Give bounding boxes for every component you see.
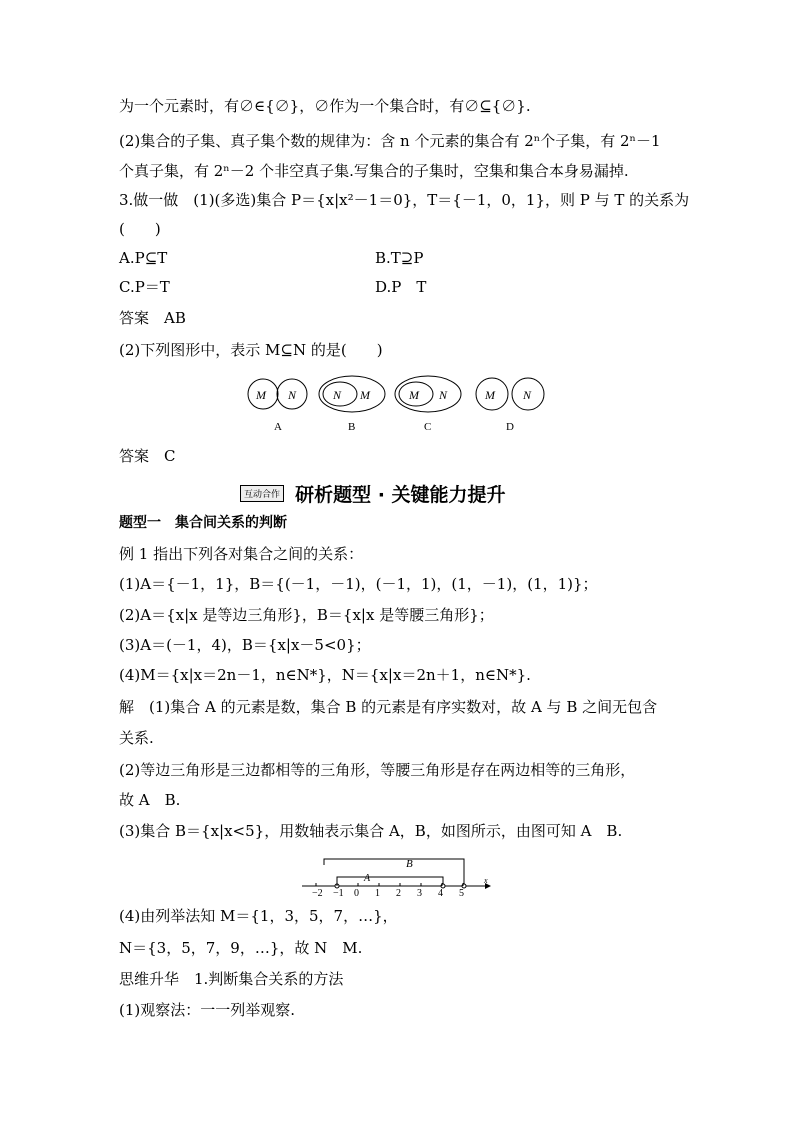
venn-option-b	[319, 376, 385, 433]
axis-tick-label: −1	[333, 888, 344, 897]
text-line-1: 为一个元素时，有∅∈{∅}，∅作为一个集合时，有∅⊆{∅}.	[119, 97, 531, 115]
solution-line-4: 故 A B.	[119, 791, 181, 809]
text-line-2: (2)集合的子集、真子集个数的规律为：含 n 个元素的集合有 2ⁿ个子集，有 2ⁿ－1	[119, 132, 661, 150]
option-b: B.T⊇P	[375, 249, 424, 267]
solution-line-7: N＝{3，5，7，9，…}，故 N M.	[119, 939, 363, 957]
svg-text:A: A	[274, 421, 282, 433]
practice-question-2: (2)下列图形中，表示 M⊆N 的是( )	[119, 341, 383, 359]
axis-tick-label: 0	[354, 888, 359, 897]
axis-tick-label: 3	[417, 888, 422, 897]
answer-1: 答案 AB	[119, 309, 186, 327]
svg-text:N: N	[439, 388, 448, 402]
answer-2: 答案 C	[119, 447, 176, 465]
example-1-part-2: (2)A＝{x|x 是等边三角形}，B＝{x|x 是等腰三角形}；	[119, 606, 494, 624]
venn-option-c	[395, 376, 461, 433]
option-d: D.P T	[375, 278, 427, 296]
venn-diagrams	[0, 370, 793, 440]
svg-text:M: M	[409, 388, 419, 402]
summary-line-1: (1)观察法：一一列举观察.	[119, 1001, 296, 1019]
svg-text:M: M	[485, 388, 495, 402]
text-line-3: 个真子集，有 2ⁿ－2 个非空真子集.写集合的子集时，空集和集合本身易漏掉.	[119, 162, 629, 180]
set-a-label: A	[364, 873, 371, 884]
option-c: C.P＝T	[119, 278, 170, 296]
venn-option-d	[476, 378, 544, 433]
section-header	[240, 480, 506, 504]
example-1-part-1: (1)A＝{－1，1}，B＝{(－1，－1)，(－1，1)，(1，－1)，(1，1)}；	[119, 575, 598, 593]
axis-tick-label: 4	[438, 888, 443, 897]
set-b-label: B	[406, 858, 413, 870]
svg-text:B: B	[348, 421, 356, 433]
axis-tick-label: 2	[396, 888, 401, 897]
svg-text:D: D	[506, 421, 514, 433]
number-line	[300, 853, 500, 897]
axis-tick-label: 5	[459, 888, 464, 897]
example-1-prompt: 例 1 指出下列各对集合之间的关系：	[119, 545, 364, 563]
svg-text:N: N	[288, 388, 297, 402]
axis-tick-label: −2	[312, 888, 323, 897]
practice-question-1: 3.做一做 (1)(多选)集合 P＝{x|x²－1＝0}，T＝{－1，0，1}，则 P 与 T 的关系为	[119, 191, 690, 209]
set-a-bracket	[337, 877, 443, 886]
question-type-heading: 题型一 集合间关系的判断	[119, 515, 287, 531]
axis-label: x	[484, 876, 488, 885]
section-title: 研析题型 · 关键能力提升	[295, 484, 506, 506]
solution-line-1: 解 (1)集合 A 的元素是数，集合 B 的元素是有序实数对，故 A 与 B 之间无包含	[119, 698, 658, 716]
svg-text:N: N	[333, 388, 342, 402]
summary-heading: 思维升华 1.判断集合关系的方法	[119, 970, 344, 988]
svg-text:M: M	[256, 388, 266, 402]
solution-line-3: (2)等边三角形是三边都相等的三角形，等腰三角形是存在两边相等的三角形，	[119, 761, 636, 779]
option-a: A.P⊆T	[119, 249, 168, 267]
axis-tick-label: 1	[375, 888, 380, 897]
example-1-part-4: (4)M＝{x|x＝2n－1，n∈N*}，N＝{x|x＝2n＋1，n∈N*}.	[119, 666, 531, 684]
example-1-part-3: (3)A＝(－1，4)，B＝{x|x－5<0}；	[119, 636, 371, 654]
venn-option-a	[248, 379, 307, 433]
solution-line-6: (4)由列举法知 M＝{1，3，5，7，…}，	[119, 907, 398, 925]
svg-text:M: M	[360, 388, 370, 402]
svg-text:N: N	[523, 388, 532, 402]
section-tag: 互动合作	[240, 485, 284, 502]
solution-line-5: (3)集合 B＝{x|x<5}，用数轴表示集合 A，B，如图所示，由图可知 A B.	[119, 822, 623, 840]
svg-text:C: C	[424, 421, 432, 433]
answer-bracket: ( )	[119, 220, 161, 238]
solution-line-2: 关系.	[119, 729, 154, 747]
